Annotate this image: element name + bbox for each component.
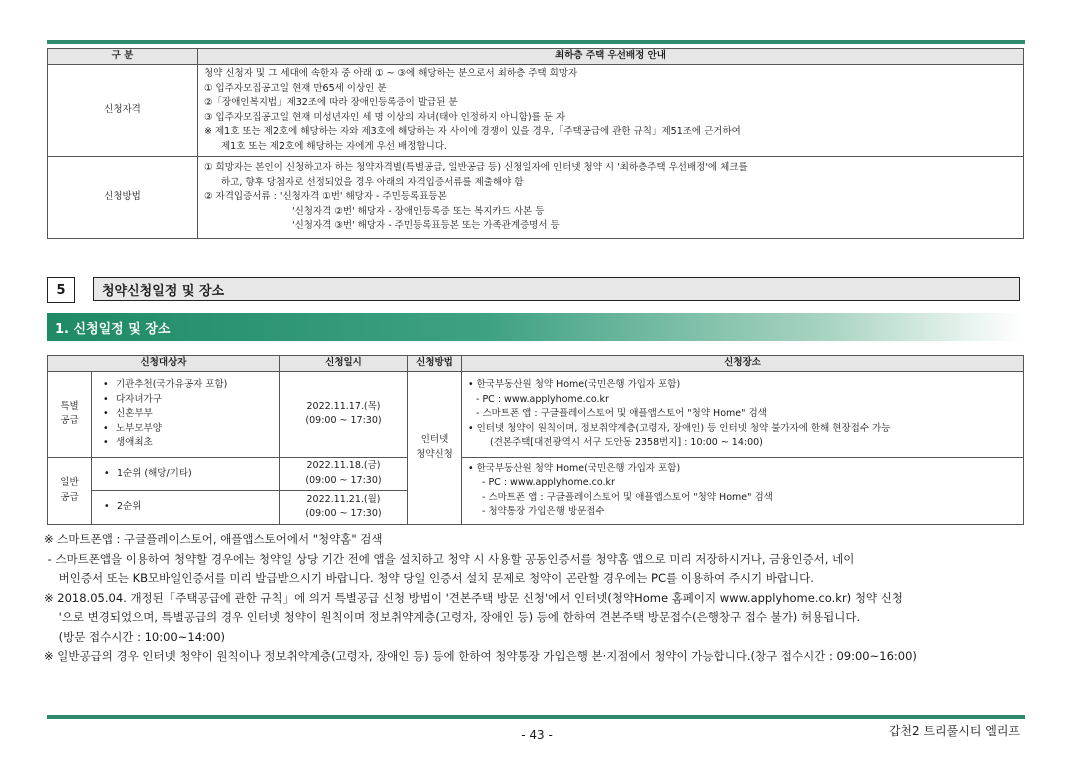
date-text: 2022.11.21.(월) [306, 493, 381, 505]
list-item: • 2순위 [117, 500, 278, 515]
text-line: • 한국부동산원 청약 Home(국민은행 가입자 포함) [468, 462, 681, 474]
list-item: • 기관추천(국가유공자 포함) [116, 378, 279, 393]
method-content [198, 157, 1024, 239]
complex-name: 갑천2 트리풀시티 엘리프 [888, 724, 1020, 738]
top-rule [47, 40, 1025, 44]
note-line: - 스마트폰앱을 이용하여 청약할 경우에는 청약일 상당 기간 전에 앱을 설치하고 청약 시 사용할 공동인증서를 청약홈 앱으로 미리 저장하시거나, 금융인증서, 네이 [44, 551, 855, 566]
text-line: ②「장애인복지법」제32조에 따라 장애인등록증이 발급된 분 [204, 97, 458, 108]
text-line: ※ 제1호 또는 제2호에 해당하는 자와 제3호에 해당하는 자 사이에 경쟁이 있을 경우,「주택공급에 관한 규칙」제51조에 근거하여 [204, 126, 741, 137]
text-line: • 한국부동산원 청약 Home(국민은행 가입자 포함) [468, 379, 681, 390]
subsection-title: 1. 신청일정 및 장소 [47, 313, 1023, 341]
general-datetime-1 [280, 457, 408, 491]
header-date: 신청일시 [280, 356, 408, 372]
date-text: 2022.11.18.(금) [306, 460, 381, 472]
time-text: (09:00 ~ 17:30) [305, 415, 382, 427]
special-datetime [280, 372, 408, 458]
text-line: 하고, 향후 당첨자로 선정되었을 경우 아래의 자격입증서류를 제출해야 함 [221, 176, 524, 188]
notes-block [44, 530, 1029, 667]
text-line: • 인터넷 청약이 원칙이며, 정보취약계층(고령자, 장애인) 등 인터넷 청약 불가자에 한해 현장접수 가능 [468, 422, 891, 434]
table-row [48, 457, 1024, 491]
time-text: (09:00 ~ 17:30) [305, 508, 382, 520]
text-line: 제1호 또는 제2호에 해당하는 자에게 우선 배정합니다. [221, 140, 447, 152]
text-line: (견본주택[대전광역시 서구 도안동 2358번지] : 10:00 ~ 14:00) [490, 437, 763, 448]
bottom-rule [47, 715, 1025, 719]
text-line: - 스마트폰 앱 : 구글플레이스토어 및 애플앱스토어 "청약 Home" 검색 [476, 408, 767, 419]
note-line: '으로 변경되었으며, 특별공급의 경우 인터넷 청약이 원칙이며 정보취약계층(고령자, 장애인 등) 등에 한하여 견본주택 방문접수(은행창구 접수 불가) 허용됩니다. [44, 610, 861, 624]
note-line: ※ 스마트폰앱 : 구글플레이스토어, 애플앱스토어에서 "청약홈" 검색 [44, 532, 383, 546]
header-priority-info: 최하층 주택 우선배정 안내 [198, 49, 1024, 65]
note-line: (방문 접수시간 : 10:00~14:00) [44, 629, 226, 644]
general-datetime-2 [280, 491, 408, 525]
list-item: • 신혼부부 [116, 407, 279, 422]
section-title: 청약신청일정 및 장소 [93, 277, 1020, 301]
page-number: - 43 - [521, 728, 553, 742]
special-place [462, 372, 1024, 458]
note-line: ※ 2018.05.04. 개정된「주택공급에 관한 규칙」에 의거 특별공급 신청 방법이 '견본주택 방문 신청'에서 인터넷(청약Home 홈페이지 www.applyhome.co.kr) 청약 신청 [44, 590, 903, 605]
general-target-2 [92, 491, 280, 525]
header-applicant: 신청대상자 [48, 356, 280, 372]
list-item: • 1순위 (해당/기타) [117, 467, 278, 482]
special-targets [92, 372, 280, 458]
note-line: 버인증서 또는 KB모바일인증서를 미리 발급받으시기 바랍니다. 청약 당일 인증서 설치 문제로 청약이 곤란할 경우에는 PC를 이용하여 주시기 바랍니다. [44, 571, 814, 585]
list-item: • 다자녀가구 [116, 393, 279, 408]
note-line: ※ 일반공급의 경우 인터넷 청약이 원칙이나 정보취약계층(고령자, 장애인 등) 등에 한하여 청약통장 가입은행 본·지점에서 청약이 가능합니다.(창구 접수시간 : 09:00~16:00) [44, 649, 917, 663]
text-line: ① 입주자모집공고일 현재 만65세 이상인 분 [204, 82, 387, 94]
row-label-eligibility: 신청자격 [48, 65, 198, 157]
section-number: 5 [47, 277, 75, 303]
text-line: - PC : www.applyhome.co.kr [482, 477, 615, 488]
group-general: 일반 공급 [48, 457, 92, 524]
eligibility-content [198, 65, 1024, 157]
table-header-row [48, 49, 1024, 65]
text-line: ② 자격입증서류 : '신청자격 ①번' 해당자 - 주민등록표등본 [204, 191, 447, 202]
method-cell: 인터넷 청약신청 [408, 372, 462, 525]
list-item: • 노부모부양 [116, 422, 279, 437]
table-row [48, 157, 1024, 239]
general-target-1 [92, 457, 280, 491]
table-row [48, 65, 1024, 157]
text-line: '신청자격 ③번' 해당자 - 주민등록표등본 또는 가족관계증명서 등 [292, 220, 560, 231]
text-line: ③ 입주자모집공고일 현재 미성년자인 세 명 이상의 자녀(태아 인정하지 아니함)를 둔 자 [204, 111, 566, 123]
row-label-method: 신청방법 [48, 157, 198, 239]
header-method: 신청방법 [408, 356, 462, 372]
text-line: - PC : www.applyhome.co.kr [476, 393, 609, 405]
list-item: • 생애최초 [116, 436, 279, 451]
time-text: (09:00 ~ 17:30) [305, 474, 382, 486]
text-line: - 청약통장 가입은행 방문접수 [482, 506, 605, 517]
schedule-table [47, 355, 1024, 525]
text-line: ① 희망자는 본인이 신청하고자 하는 청약자격별(특별공급, 일반공급 등) 신청일자에 인터넷 청약 시 '최하층주택 우선배정'에 체크를 [204, 162, 748, 173]
date-text: 2022.11.17.(목) [306, 400, 381, 412]
general-place [462, 457, 1024, 524]
eligibility-table [47, 48, 1024, 239]
header-category: 구 분 [48, 49, 198, 65]
group-special: 특별 공급 [48, 372, 92, 458]
text-line: 청약 신청자 및 그 세대에 속한자 중 아래 ① ~ ③에 해당하는 분으로서 최하층 주택 희망자 [204, 68, 578, 79]
table-header-row [48, 356, 1024, 372]
text-line: '신청자격 ②번' 해당자 - 장애인등록증 또는 복지카드 사본 등 [292, 205, 545, 217]
text-line: - 스마트폰 앱 : 구글플레이스토어 및 애플앱스토어 "청약 Home" 검색 [482, 491, 773, 503]
table-row [48, 372, 1024, 458]
header-place: 신청장소 [462, 356, 1024, 372]
